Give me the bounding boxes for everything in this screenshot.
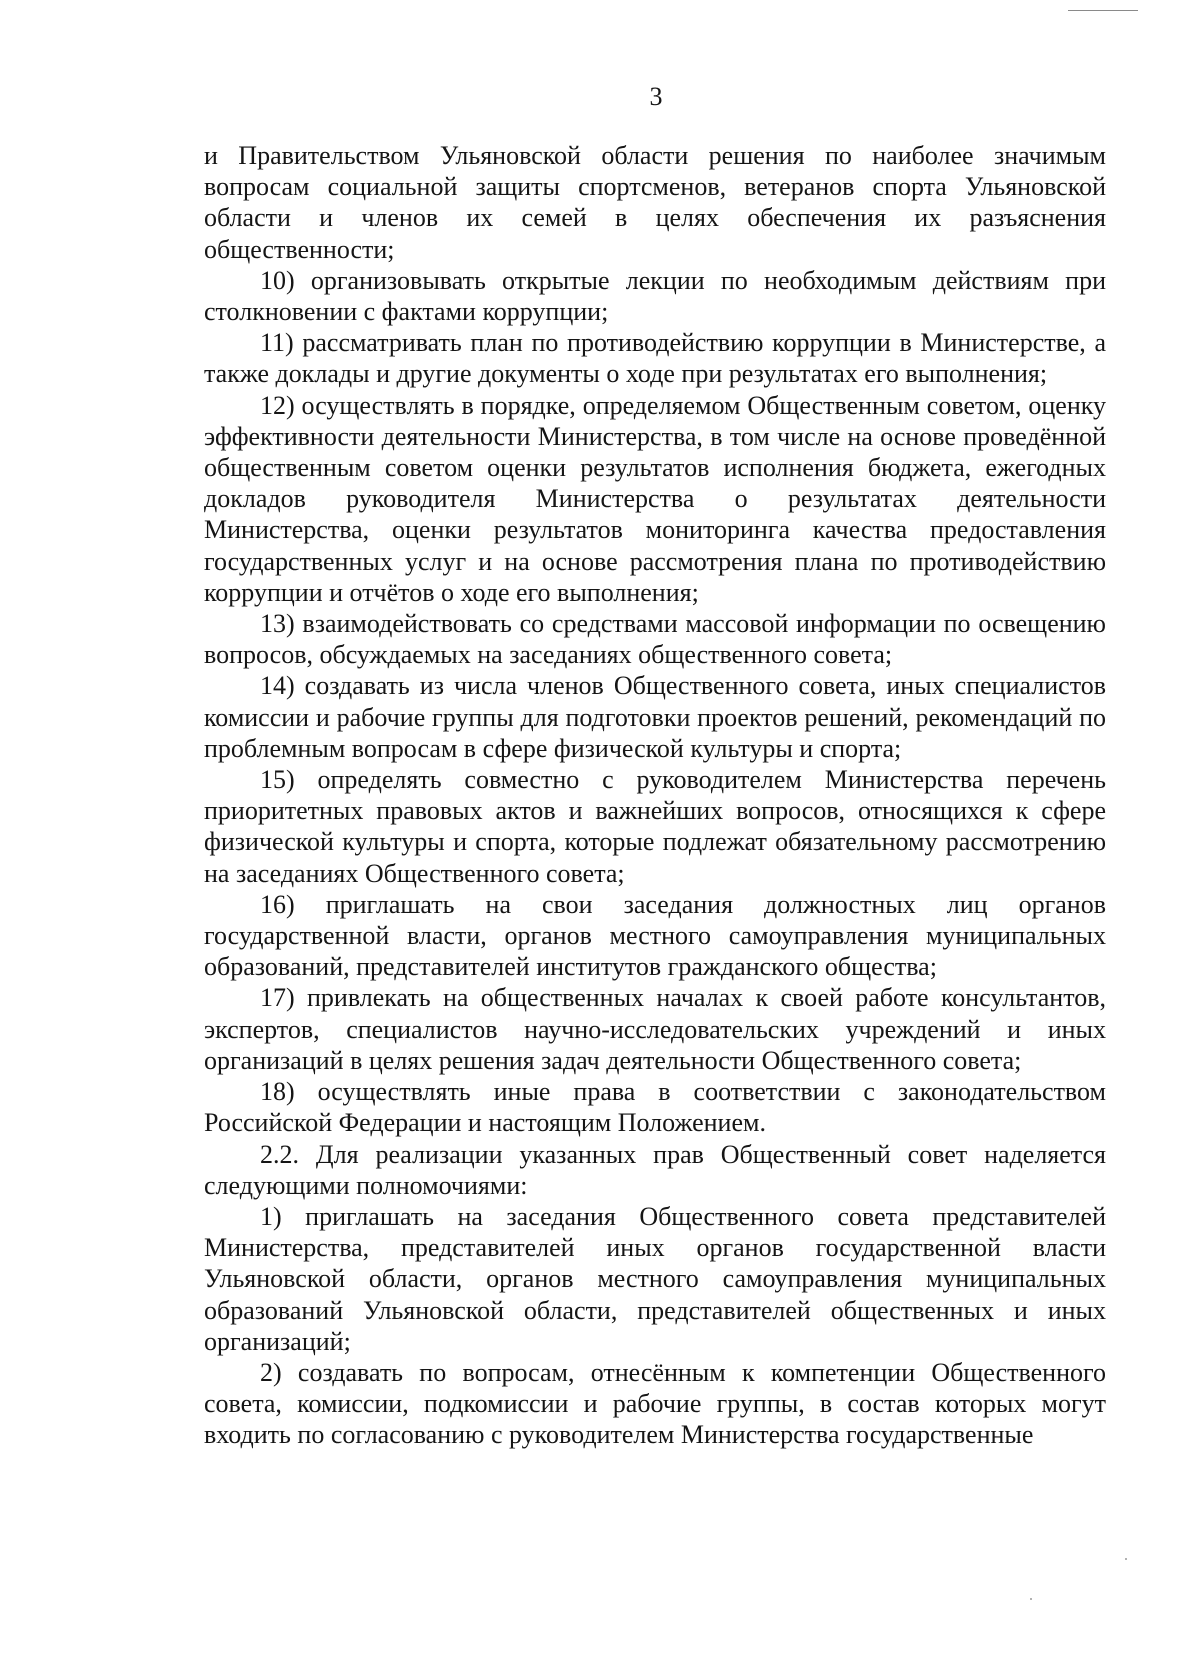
- paragraph-item-11: 11) рассматривать план по противодействию коррупции в Министерстве, а также доклады и другие документы о ходе при результатах его выполнения;: [204, 328, 1106, 389]
- scan-speck: [1125, 1558, 1127, 1560]
- page-number: 3: [649, 82, 663, 111]
- paragraph-continuation-item-9: и Правительством Ульяновской области решения по наиболее значимым вопросам социальной защиты спортсменов, ветеранов спорта Ульяновской области и членов их семей в целях обеспечения их разъяснения общественности;: [204, 141, 1106, 264]
- paragraph-item-16: 16) приглашать на свои заседания должностных лиц органов государственной власти, органов местного самоуправления муниципальных образований, представителей институтов гражданского общества;: [204, 889, 1106, 982]
- scan-edge-mark: [1068, 10, 1138, 11]
- paragraph-item-12: 12) осуществлять в порядке, определяемом Общественным советом, оценку эффективности деятельности Министерства, в том числе на основе проведённой общественным советом оценки результатов исполнения бюджета, ежегодных докладов руководителя Министерства о результатах деятельности Министерства, оценки результатов мониторинга качества предоставления государственных услуг и на основе рассмотрения плана по противодействию коррупции и отчётов о ходе его выполнения;: [204, 390, 1106, 607]
- paragraph-power-1: 1) приглашать на заседания Общественного совета представителей Министерства, представителей иных органов государственной власти Ульяновской области, органов местного самоуправления муниципальных образований Ульяновской области, представителей общественных и иных организаций;: [204, 1201, 1106, 1356]
- paragraph-item-13: 13) взаимодействовать со средствами массовой информации по освещению вопросов, обсуждаемых на заседаниях общественного совета;: [204, 609, 1106, 670]
- document-body: [204, 140, 1106, 1451]
- paragraph-item-17: 17) привлекать на общественных началах к своей работе консультантов, экспертов, специалистов научно-исследовательских учреждений и иных организаций в целях решения задач деятельности Общественного совета;: [204, 983, 1106, 1075]
- paragraph-power-2: 2) создавать по вопросам, отнесённым к компетенции Общественного совета, комиссии, подкомиссии и рабочие группы, в состав которых могут входить по согласованию с руководителем Министерства государственные: [204, 1357, 1106, 1450]
- paragraph-item-15: 15) определять совместно с руководителем Министерства перечень приоритетных правовых актов и важнейших вопросов, относящихся к сфере физической культуры и спорта, которые подлежат обязательному рассмотрению на заседаниях Общественного совета;: [204, 765, 1106, 888]
- paragraph-item-10: 10) организовывать открытые лекции по необходимым действиям при столкновении с фактами коррупции;: [204, 265, 1106, 327]
- paragraph-section-2-2: 2.2. Для реализации указанных прав Общественный совет наделяется следующими полномочиями:: [204, 1139, 1106, 1200]
- scan-speck: [1030, 1598, 1032, 1600]
- paragraph-item-18: 18) осуществлять иные права в соответствии с законодательством Российской Федерации и настоящим Положением.: [204, 1077, 1106, 1138]
- paragraph-item-14: 14) создавать из числа членов Общественного совета, иных специалистов комиссии и рабочие группы для подготовки проектов решений, рекомендаций по проблемным вопросам в сфере физической культуры и спорта;: [204, 671, 1106, 763]
